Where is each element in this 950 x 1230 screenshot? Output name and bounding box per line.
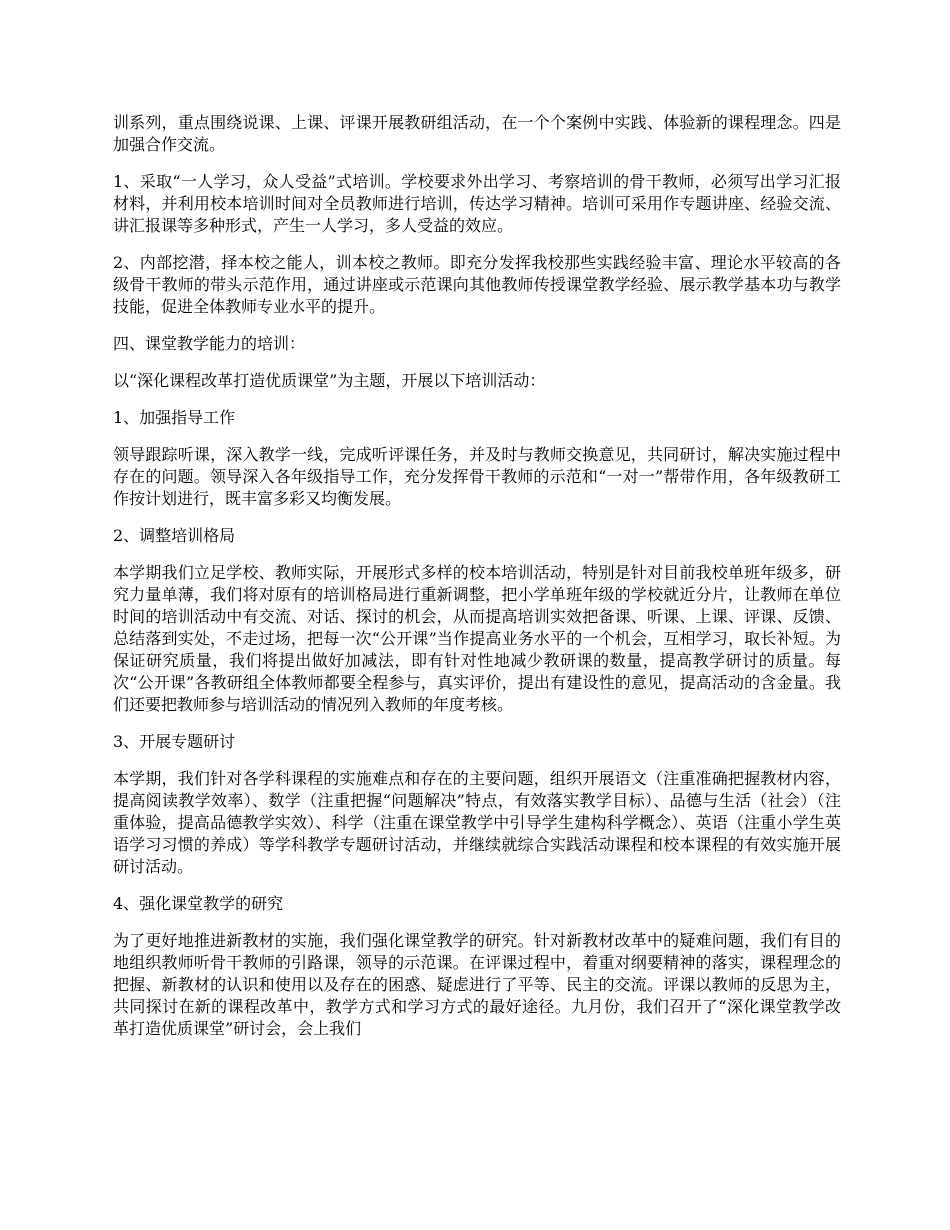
paragraph-training-method-2: 2、内部挖潜，择本校之能人，训本校之教师。即充分发挥我校那些实践经验丰富、理论水平较高的各级骨干教师的带头示范作用，通过讲座或示范课向其他教师传授课堂教学经验、展示教学基本功与教学技能，促进全体教师专业水平的提升。 bbox=[113, 253, 841, 316]
subheading-adjust-training: 2、调整培训格局 bbox=[113, 526, 236, 545]
section-heading-classroom-training: 四、课堂教学能力的培训： bbox=[113, 334, 306, 353]
document-body bbox=[113, 112, 841, 1055]
paragraph-classroom-research: 为了更好地推进新教材的实施，我们强化课堂教学的研究。针对新教材改革中的疑难问题，我们有目的地组织教师听骨干教师的引路课，领导的示范课。在评课过程中，着重对纲要精神的落实，课程理念的把握、新教材的认识和使用以及存在的困惑、疑虑进行了平等、民主的交流。评课以教师的反思为主，共同探讨在新的课程改革中，教学方式和学习方式的最好途径。九月份，我们召开了“深化课堂教学改革打造优质课堂”研讨会，会上我们 bbox=[113, 931, 841, 1038]
subheading-classroom-research: 4、强化课堂教学的研究 bbox=[113, 894, 284, 913]
paragraph-theme: 以“深化课程改革打造优质课堂”为主题，开展以下培训活动： bbox=[113, 371, 546, 390]
paragraph-guidance: 领导跟踪听课，深入教学一线，完成听评课任务，并及时与教师交换意见，共同研讨，解决实施过程中存在的问题。领导深入各年级指导工作，充分发挥骨干教师的示范和“一对一”帮带作用，各年级教研工作按计划进行，既丰富多彩又均衡发展。 bbox=[113, 445, 841, 508]
paragraph-special-research: 本学期，我们针对各学科课程的实施难点和存在的主要问题，组织开展语文（注重准确把握教材内容，提高阅读教学效率）、数学（注重把握“问题解决”特点，有效落实教学目标）、品德与生活（社会）（注重体验，提高品德教学实效）、科学（注重在课堂教学中引导学生建构科学概念）、英语（注重小学生英语学习习惯的养成）等学科教学专题研讨活动，并继续就综合实践活动课程和校本课程的有效实施开展研讨活动。 bbox=[113, 769, 841, 876]
subheading-guidance: 1、加强指导工作 bbox=[113, 408, 236, 427]
paragraph-adjust-training: 本学期我们立足学校、教师实际，开展形式多样的校本培训活动，特别是针对目前我校单班年级多，研究力量单薄，我们将对原有的培训格局进行重新调整，把小学单班年级的学校就近分片，让教师在单位时间的培训活动中有交流、对话、探讨的机会，从而提高培训实效把备课、听课、上课、评课、反馈、总结落到实处，不走过场，把每一次“公开课”当作提高业务水平的一个机会，互相学习，取长补短。为保证研究质量，我们将提出做好加减法，即有针对性地减少教研课的数量，提高教学研讨的质量。每次“公开课”各教研组全体教师都要全程参与，真实评价，提出有建设性的意见，提高活动的含金量。我们还要把教师参与培训活动的情况列入教师的年度考核。 bbox=[113, 563, 841, 714]
subheading-special-research: 3、开展专题研讨 bbox=[113, 732, 236, 751]
paragraph-training-method-1: 1、采取“一人学习，众人受益”式培训。学校要求外出学习、考察培训的骨干教师，必须写出学习汇报材料，并利用校本培训时间对全员教师进行培训，传达学习精神。培训可采用作专题讲座、经验交流、讲汇报课等多种形式，产生一人学习，多人受益的效应。 bbox=[113, 172, 841, 235]
paragraph-continuation: 训系列，重点围绕说课、上课、评课开展教研组活动，在一个个案例中实践、体验新的课程理念。四是加强合作交流。 bbox=[113, 113, 841, 154]
